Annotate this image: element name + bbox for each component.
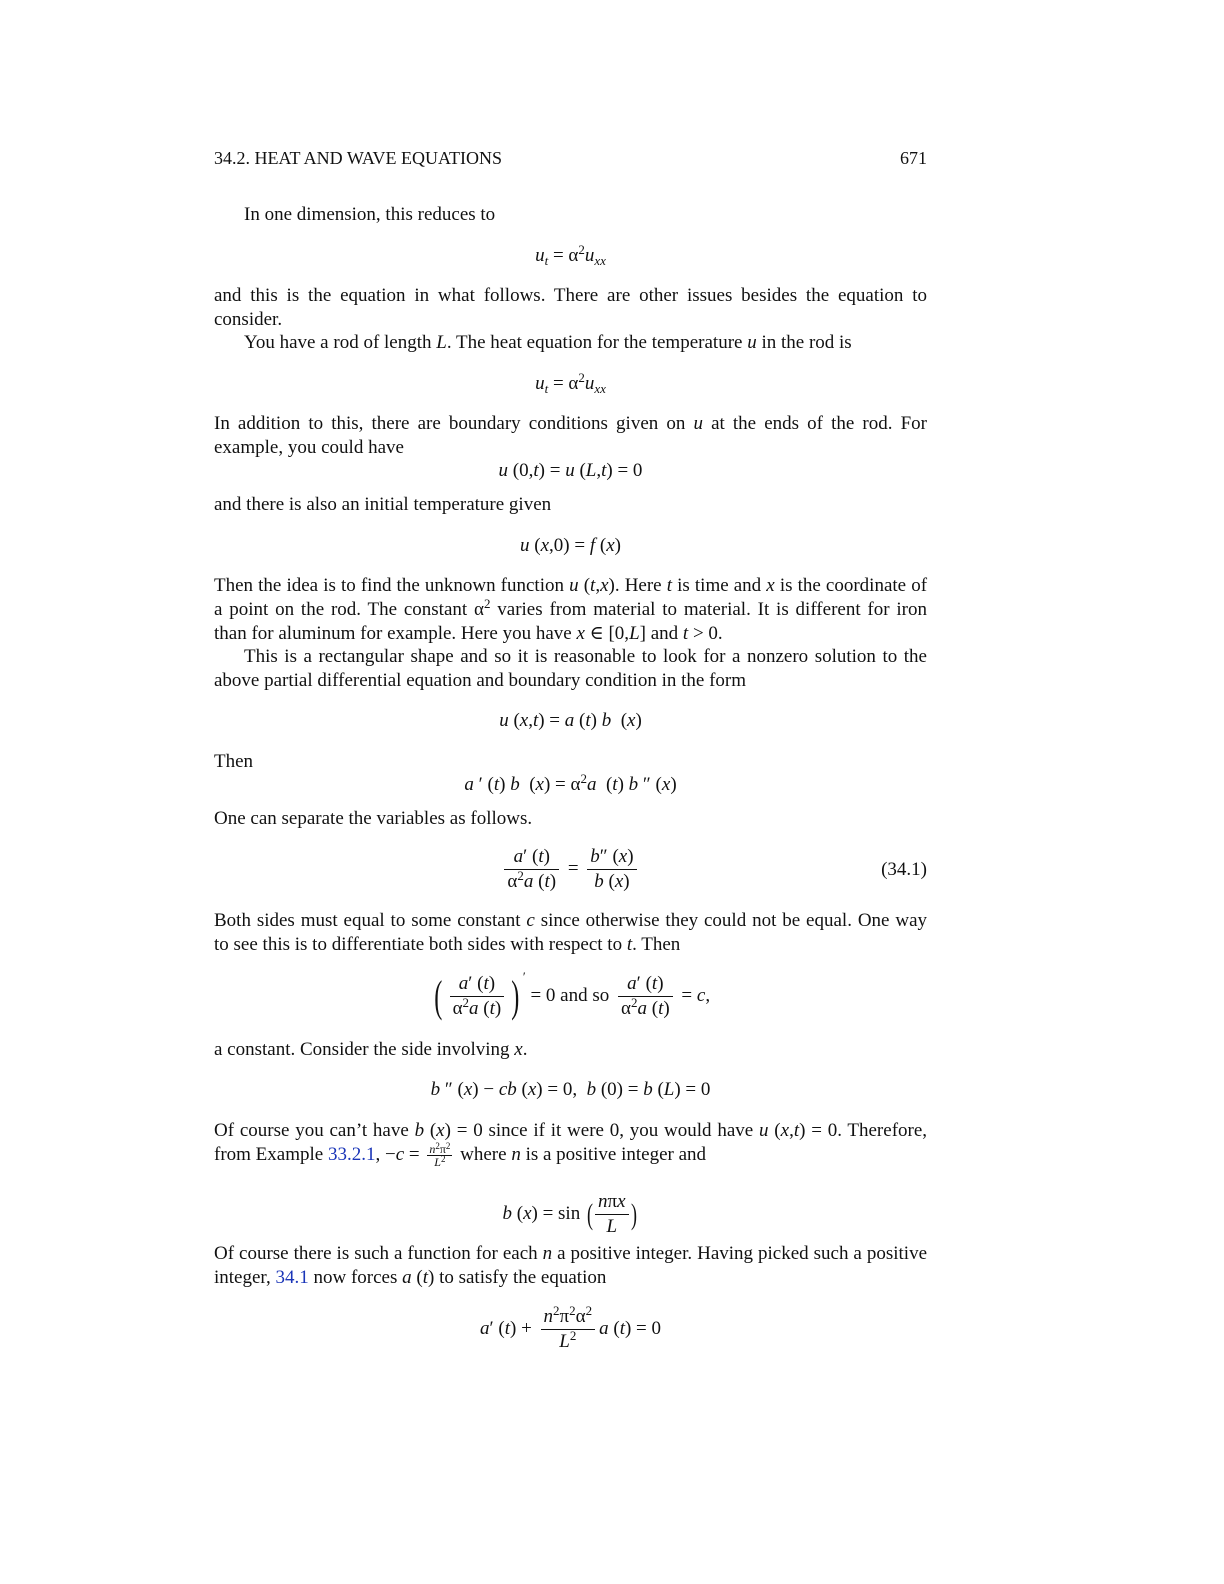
equation-b-ode: b ″ (x) − cb (x) = 0, b (0) = b (L) = 0 bbox=[430, 1079, 711, 1100]
equation-a-ode: a′ (t) + $\frac{n^2\pi^2\alpha^2}{L^2}$ a (t) = 0 bbox=[479, 1303, 662, 1352]
equation-34-1: $\frac{a' (t)}{\alpha^2a (t)}$ = $\frac{b'' (x)}{b (x)}$ bbox=[214, 845, 927, 894]
paragraph: and this is the equation in what follows. There are other issues besides the equation to consider. bbox=[214, 285, 927, 330]
equation-boundary: u (0,t) = u (L,t) = 0 bbox=[498, 460, 643, 481]
paragraph: In addition to this, there are boundary conditions given on u at the ends of the rod. For example, you could have bbox=[214, 413, 927, 458]
paragraph: and there is also an initial temperature given bbox=[214, 494, 552, 515]
paragraph: One can separate the variables as follows. bbox=[214, 808, 533, 829]
example-link[interactable]: 33.2.1 bbox=[327, 1144, 376, 1165]
equation-separation-form: u (x,t) = a (t) b (x) bbox=[499, 710, 642, 731]
equation-derivative: ( $\frac{a' (t)}{\alpha^2a (t)}$ ) ′ = 0 and so $\frac{a' (t)}{\alpha^2a (t)}$ = c, bbox=[434, 968, 711, 1021]
paragraph: In one dimension, this reduces to bbox=[244, 204, 496, 225]
equation-heat-rod: $u_t = \alpha^2u_{xx}$ bbox=[535, 370, 606, 396]
equation-initial: u (x,0) = f (x) bbox=[520, 535, 621, 556]
paragraph: Then the idea is to find the unknown function u (t,x). Here t is time and x is the coordinate of a point on the rod. The constant $\alpha^2$ varies from material to material. It is different for iron than for aluminum for example. Here you have x ∈ [0,L] and t > 0. bbox=[214, 575, 928, 644]
page-number: 671 bbox=[900, 148, 927, 168]
equation-number: (34.1) bbox=[881, 859, 927, 880]
equation-substituted: a ′ (t) b $(x) = \alpha^2a$ (t) b ″ (x) bbox=[464, 771, 677, 795]
equation-link[interactable]: 34.1 bbox=[275, 1267, 309, 1288]
paragraph: Of course there is such a function for each n a positive integer. Having picked such a positive integer, 34.1 now forces a (t) to satisfy the equation bbox=[214, 1243, 928, 1288]
equation-heat-1d: $u_t = \alpha^2u_{xx}$ bbox=[535, 242, 606, 268]
paragraph: Of course you can’t have b (x) = 0 since if it were 0, you would have u (x,t) = 0. Therefore, from Example 33.2.1, −c = $\frac{n^2\pi^2}{L^2}$ where n is a positive integer and bbox=[214, 1120, 928, 1170]
section-title: 34.2. HEAT AND WAVE EQUATIONS bbox=[214, 148, 503, 168]
paragraph: Both sides must equal to some constant c since otherwise they could not be equal. One way to see this is to differentiate both sides with respect to t. Then bbox=[214, 910, 928, 955]
equation-b-solution: b (x) = sin ( $\frac{\text{nπx}}{L}$ ) bbox=[502, 1191, 637, 1237]
paragraph: This is a rectangular shape and so it is reasonable to look for a nonzero solution to the above partial differential equation and boundary condition in the form bbox=[214, 646, 927, 691]
paragraph: You have a rod of length L. The heat equation for the temperature u in the rod is bbox=[244, 332, 852, 353]
paragraph: Then bbox=[214, 751, 254, 772]
paragraph: a constant. Consider the side involving x. bbox=[214, 1039, 528, 1060]
